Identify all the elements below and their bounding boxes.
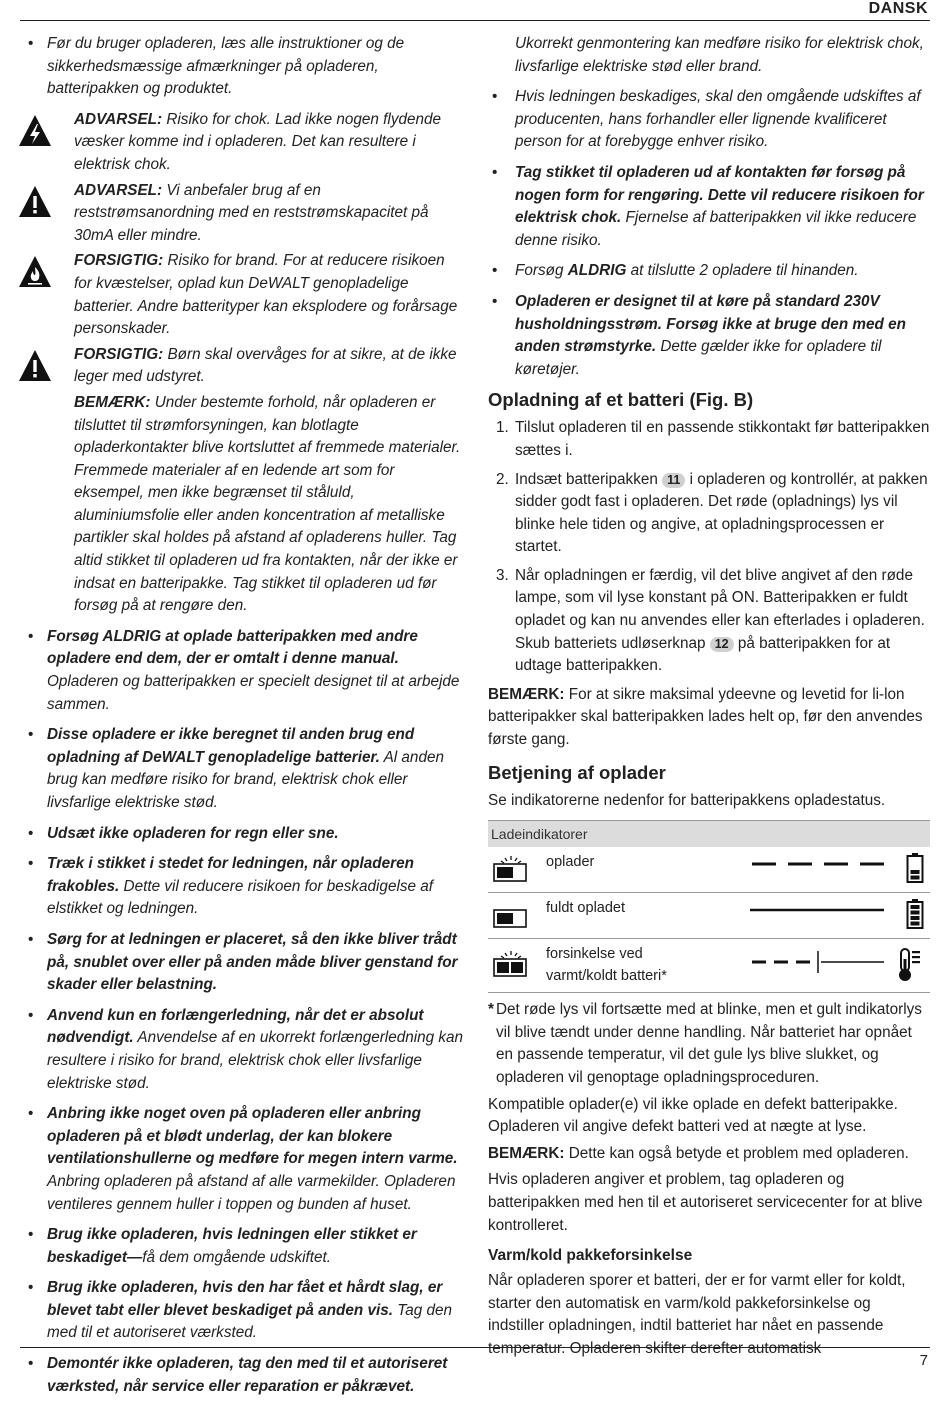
heading-hot-cold: Varm/kold pakkeforsinkelse (488, 1247, 693, 1265)
heading-charging: Opladning af et batteri (Fig. B) (488, 389, 754, 411)
warning-rcd: ADVARSEL: Vi anbefaler brug af en reststrømsanordning med en reststrømskapacitet på 30mA eller mindre. (24, 180, 464, 248)
bullet-extension-cord: • Anvend kun en forlængerledning, når det er absolut nødvendigt. Anvendelse af en ukorrekt forlængerledning kan resultere i risiko for brand, elektrisk chok eller livsfarlige elektriske stød. (24, 1005, 464, 1095)
electric-shock-icon (17, 113, 53, 149)
continued-text: Ukorrekt genmontering kan medføre risiko for elektrisk chok, livsfarlige elektriske stød eller brand. (515, 35, 924, 75)
charger-solid-icon (490, 901, 534, 931)
callout-badge: 12 (710, 637, 734, 652)
bullet-ventilation: • Anbring ikke noget oven på opladeren eller anbring opladeren på et blødt underlag, der kan blokere ventilationshullerne og medføre for megen intern varme. Anbring opladeren på afstand af alle varmekilder. Opladeren ventileres gennem huller i toppen og bunden af huset. (24, 1103, 464, 1216)
battery-charging-icon (906, 852, 924, 884)
bullet-two-chargers: • Forsøg ALDRIG at tilslutte 2 opladere til hinanden. (488, 260, 930, 283)
solid-pattern-icon (746, 905, 886, 915)
bullet-rain: • Udsæt ikke opladeren for regn eller sne. (24, 823, 464, 846)
note-li-ion: BEMÆRK: For at sikre maksimal ydeevne og levetid for li-lon batteripakker skal batteripakken lades helt op, før den anvendes første gang. (488, 685, 923, 749)
exclamation-warning-icon (17, 184, 53, 220)
left-column (24, 33, 464, 1406)
hot-cold-footnote: * Det røde lys vil fortsætte med at blinke, men et gult indikatorlys vil blive tændt under denne handling. Når batteriet har opnået en passende temperatur, vil det gule lys blive slukket, og opladeren vil genoptage opladningsproceduren. (488, 1001, 922, 1086)
footer-rule (20, 1347, 930, 1348)
bullet-unplug-cleaning: • Tag stikket til opladeren ud af kontakten før forsøg på nogen form for rengøring. Dette vil reducere risikoen for elektrisk chok. Fjernelse af batteripakken vil ikke reducere denne risiko. (488, 162, 930, 252)
charge-indicator-table (488, 820, 930, 993)
bullet-disassemble: • Demontér ikke opladeren, tag den med til et autoriseret værksted, når service eller reparation er påkrævet. (24, 1353, 464, 1398)
compat-paragraph: Kompatible oplader(e) vil ikke oplade en defekt batteripakke. Opladeren vil angive defekt batteri ved at nægte at lyse. (488, 1095, 898, 1136)
caution-children: FORSIGTIG: Børn skal overvåges for at sikre, at de ikke leger med udstyret. (24, 344, 464, 389)
note-problem: BEMÆRK: Dette kan også betyde et problem med opladeren. (488, 1144, 909, 1162)
warning-shock: ADVARSEL: Risiko for chok. Lad ikke nogen flydende væsker komme ind i opladeren. Det kan resultere i elektrisk chok. (24, 109, 464, 177)
bullet-never-other-chargers: • Forsøg ALDRIG at oplade batteripakken med andre opladere end dem, der er omtalt i denne manual. Opladeren og batteripakken er specielt designet til at arbejde sammen. (24, 626, 464, 716)
language-label: DANSK (868, 0, 928, 17)
heading-operation: Betjening af oplader (488, 761, 666, 783)
intro-bullet: • Før du bruger opladeren, læs alle instruktioner og de sikkerhedsmæssige afmærkninger på opladeren, batteripakken og produktet. (24, 33, 464, 101)
step-1: 1. Tilslut opladeren til en passende stikkontakt før batteripakken sættes i. (496, 419, 930, 459)
charger-delay-icon (490, 950, 534, 980)
right-column (488, 33, 930, 1365)
table-row-full: fuldt opladet (488, 893, 930, 939)
charger-blinking-icon (490, 855, 534, 885)
page-number: 7 (919, 1352, 928, 1369)
hot-cold-paragraph: Når opladeren sporer et batteri, der er for varmt eller for koldt, starter den automatisk en varm/kold pakkeforsinkelse og indstiller opladningen, indtil batteriet har nået en passende temperatur. Opladeren skifter derefter automatisk (488, 1272, 906, 1357)
blink-pattern-icon (746, 859, 886, 869)
table-header: Ladeindikatorer (488, 821, 930, 847)
battery-thermometer-icon (898, 947, 924, 983)
delay-pattern-icon (746, 949, 886, 975)
exclamation-warning-icon (17, 348, 53, 384)
problem-paragraph: Hvis opladeren angiver et problem, tag opladeren og batteripakken med hen til et autoriseret servicecenter for at blive kontrolleret. (488, 1171, 923, 1234)
callout-badge: 11 (662, 473, 685, 488)
bullet-dewalt-only: • Disse opladere er ikke beregnet til anden brug end opladning af DeWALT genopladelige batterier. Al anden brug kan medføre risiko for brand, elektrisk chok eller livsfarlige elektriske stød. (24, 724, 464, 814)
bullet-damaged-cord: • Brug ikke opladeren, hvis ledningen eller stikket er beskadiget—få dem omgående udskiftet. (24, 1224, 464, 1269)
note-contacts: BEMÆRK: Under bestemte forhold, når opladeren er tilsluttet til strømforsyningen, kan blotlagte opladerkontakter blive kortsluttet af fremmede materialer. Fremmede materialer af en ledende art som for eksempel, men ikke begrænset til ståluld, aluminiumsfolie eller anden koncentration af metalliske partikler skal holdes på afstand af opladerens huller. Tag altid stikket til opladeren ud fra kontakten, når der ikke er indsat en batteripakke. Tag stikket til opladeren ud før forsøg på at rengøre den. (74, 393, 461, 615)
bullet-cord-placement: • Sørg for at ledningen er placeret, så den ikke bliver trådt på, snublet over eller på anden måde bliver genstand for skader eller belastning. (24, 929, 464, 997)
bullet-230v: • Opladeren er designet til at køre på standard 230V husholdningsstrøm. Forsøg ikke at bruge den med en anden strømstyrke. Dette gælder ikke for opladere til køretøjer. (488, 291, 930, 381)
step-2: 2. Indsæt batteripakken 11 i opladeren og kontrollér, at pakken sidder godt fast i opladeren. Det røde (opladnings) lys vil blinke hele tiden og angive, at opladningsprocessen er startet. (496, 470, 928, 556)
battery-full-icon (906, 898, 924, 930)
charging-steps (488, 417, 930, 678)
step-3: 3. Når opladningen er færdig, vil det blive angivet af den røde lampe, som vil lyse konstant på ON. Batteripakken er fuldt opladet og kan nu anvendes eller kan efterlades i opladeren. Skub batteriets udløserknap 12 på batteripakken for at udtage batteripakken. (496, 566, 925, 675)
table-row-charging: oplader (488, 847, 930, 893)
bullet-pull-plug: • Træk i stikket i stedet for ledningen, når opladeren frakobles. Dette vil reducere risikoen for beskadigelse af elstikket og ledningen. (24, 853, 464, 921)
bullet-cord-replace: • Hvis ledningen beskadiges, skal den omgående udskiftes af producenten, hans forhandler eller lignende kvalificeret person for at forebygge enhver risiko. (488, 86, 930, 154)
header-rule (20, 20, 930, 21)
operation-intro: Se indikatorerne nedenfor for batteripakkens opladestatus. (488, 791, 886, 809)
caution-fire: FORSIGTIG: Risiko for brand. For at reducere risikoen for kvæstelser, oplad kun DeWALT genopladelige batterier. Andre batterityper kan eksplodere og forårsage personskader. (24, 250, 464, 340)
bullet-dropped: • Brug ikke opladeren, hvis den har fået et hårdt slag, er blevet tabt eller blevet beskadiget på anden vis. Tag den med til et autoriseret værksted. (24, 1277, 464, 1345)
table-row-hot-cold: forsinkelse ved varmt/koldt batteri* (488, 939, 930, 993)
fire-hazard-icon (17, 254, 53, 290)
